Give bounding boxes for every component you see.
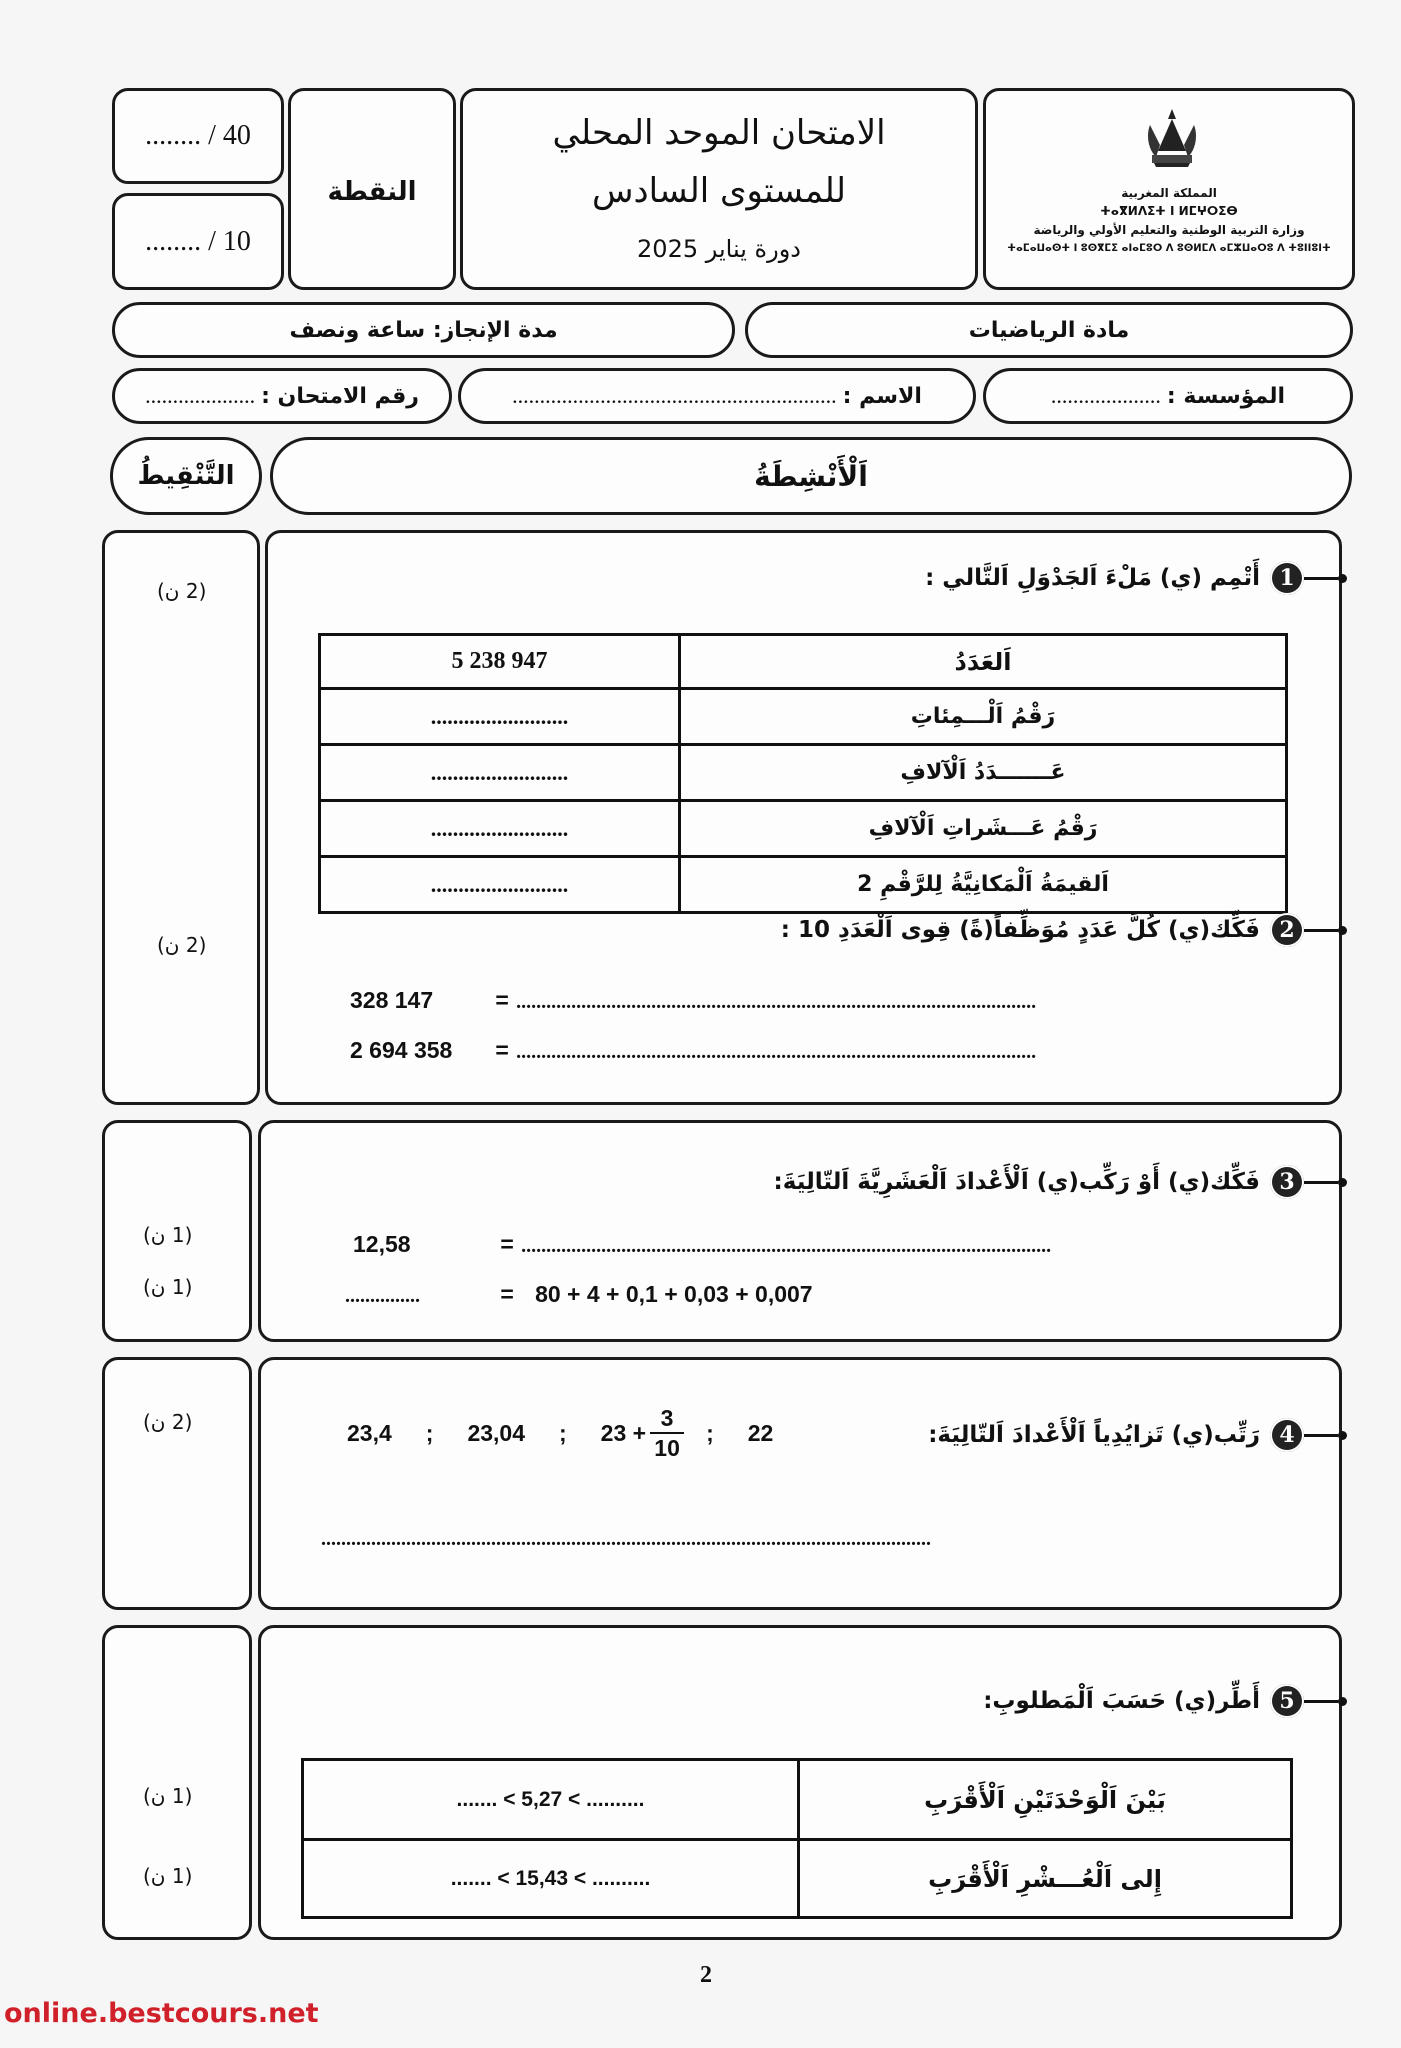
order-answer-field[interactable]: ..........................................................................................................................: [321, 1528, 931, 1550]
number-value: 23,04: [467, 1419, 525, 1446]
score-total-max: 40: [222, 120, 251, 151]
exercise-1-table: [318, 633, 1288, 914]
table-row-label: بَيْنَ اَلْوَحْدَتَيْنِ اَلْأَقْرَبِ: [799, 1760, 1292, 1840]
exercise-5-number: 5: [1270, 1684, 1304, 1718]
exercise-2-instruction: فَكِّك(ي) كُلَّ عَدَدٍ مُوَظِّفاً(ةً) قِوى اَلْعَدَدِ 10 :: [780, 917, 1260, 943]
exercise-3-heading: [774, 1165, 1347, 1199]
connector-line: [1304, 929, 1338, 932]
table-answer-field[interactable]: .........................: [320, 745, 680, 801]
table-row: [320, 801, 1287, 857]
table-row-label: اَلقيمَةُ اَلْمَكانِيَّةُ لِلرَّقْمِ 2: [680, 857, 1287, 913]
connector-line: [1304, 577, 1338, 580]
table-row-label: رَقْمُ عَـــشَراتِ اَلْآلافِ: [680, 801, 1287, 857]
grade-label: النقطة: [327, 177, 417, 207]
equals-sign: =: [500, 1281, 514, 1307]
connector-dot: [1338, 1431, 1347, 1440]
exercise-4-number: 4: [1270, 1418, 1304, 1452]
connector-line: [1304, 1181, 1338, 1184]
table-answer-field[interactable]: .........................: [320, 801, 680, 857]
exam-title-line2: للمستوى السادس: [592, 171, 846, 211]
fraction: [650, 1404, 684, 1462]
number-value: 22: [747, 1419, 774, 1446]
grading-header: [110, 437, 262, 515]
points-column-d: [102, 1625, 252, 1940]
score-separator: /: [208, 225, 216, 257]
exam-title-line1: الامتحان الموحد المحلي: [552, 113, 886, 153]
exercise-5-heading: [983, 1684, 1347, 1718]
decimal-number: 12,58: [353, 1231, 411, 1257]
exercise-1-instruction: أَتْمِم (ي) مَلْءَ اَلجَدْوَلِ اَلتَّالي :: [925, 565, 1260, 591]
equals-sign: =: [495, 1037, 509, 1063]
table-row-label: رَقْمُ اَلْـــمِئاتِ: [680, 689, 1287, 745]
table-row: [303, 1840, 1292, 1918]
school-label: المؤسسة :: [1166, 383, 1286, 409]
connector-dot: [1338, 574, 1347, 583]
exam-title-box: [460, 88, 978, 290]
decompose-answer-field[interactable]: ........................................................................................................: [516, 991, 1037, 1013]
exercise-1-points: (2 ن): [157, 579, 207, 603]
exercise-4-instruction: رَتِّب(ي) تَزايُدِياً اَلْأَعْدادَ اَلتّالِيَةَ:: [928, 1422, 1260, 1448]
equals-sign: =: [500, 1231, 514, 1257]
score-total: [145, 120, 251, 152]
exercise-3b-points: (1 ن): [143, 1275, 193, 1299]
school-pill: [983, 368, 1353, 424]
fraction-numerator: 3: [660, 1405, 674, 1431]
grade-box: [288, 88, 456, 290]
number-value: 23 +: [600, 1419, 647, 1446]
score-ten: [145, 226, 251, 258]
exercise-section-d: [258, 1625, 1342, 1940]
decompose-line: [350, 987, 1036, 1014]
name-field[interactable]: ...........................................................: [512, 383, 837, 408]
table-row-label: إِلى اَلْعُـــشْرِ اَلْأَقْرَبِ: [799, 1840, 1292, 1918]
separator: ;: [425, 1419, 434, 1446]
activities-label: اَلْأَنْشِطَةُ: [754, 459, 868, 493]
exam-session: دورة يناير 2025: [637, 235, 801, 263]
connector-line: [1304, 1434, 1338, 1437]
coat-of-arms-icon: [1142, 105, 1202, 169]
page-number: 2: [700, 1962, 712, 1988]
points-column-b: [102, 1120, 252, 1342]
connector-dot: [1338, 1697, 1347, 1706]
equals-sign: =: [495, 987, 509, 1013]
kingdom-name-ar: المملكة المغربية: [1121, 186, 1217, 200]
numbers-to-order: [347, 1404, 773, 1462]
exercise-3a-points: (1 ن): [143, 1223, 193, 1247]
connector-line: [1304, 1700, 1338, 1703]
exercise-1-heading: [925, 561, 1347, 595]
connector-dot: [1338, 926, 1347, 935]
subject-pill: [745, 302, 1353, 358]
duration: مدة الإنجاز: ساعة ونصف: [289, 317, 558, 343]
exam-number-label: رقم الامتحان :: [261, 383, 419, 409]
ministry-name-ar: وزارة التربية الوطنية والتعليم الأولي والرياضة: [1033, 223, 1305, 237]
compose-answer-field[interactable]: ...............: [345, 1285, 420, 1307]
exercise-4-points: (2 ن): [143, 1410, 193, 1434]
exercise-5a-points: (1 ن): [143, 1784, 193, 1808]
table-row: [303, 1760, 1292, 1840]
name-label: الاسم :: [842, 383, 922, 409]
kingdom-name-tifinagh: ⵜⴰⴳⵍⴷⵉⵜ ⵏ ⵍⵎⵖⵔⵉⴱ: [1100, 204, 1238, 218]
exercise-5-table: [301, 1758, 1293, 1919]
table-answer-field[interactable]: .........................: [320, 689, 680, 745]
compose-line: [345, 1281, 813, 1308]
table-row: [320, 745, 1287, 801]
exercise-3-number: 3: [1270, 1165, 1304, 1199]
decompose-answer-field[interactable]: ........................................................................................................: [516, 1041, 1037, 1063]
score-separator: /: [208, 120, 216, 151]
activities-header: [270, 437, 1352, 515]
name-pill: [458, 368, 976, 424]
separator: ;: [559, 1419, 567, 1446]
duration-pill: [112, 302, 735, 358]
bracket-answer-field[interactable]: ....... < 5,27 < ..........: [303, 1760, 799, 1840]
exercise-5-instruction: أَطِّر(ي) حَسَبَ اَلْمَطلوبِ:: [983, 1688, 1260, 1714]
score-total-box: [112, 88, 284, 184]
exercise-section-b: [258, 1120, 1342, 1342]
exercise-3-instruction: فَكِّك(ي) أَوْ رَكِّب(ي) اَلْأَعْدادَ اَلْعَشَرِيَّةَ اَلتّالِيَةَ:: [773, 1169, 1260, 1195]
exam-number-pill: [112, 368, 452, 424]
grading-label: التَّنْقِيطُ: [137, 461, 235, 491]
score-ten-max: 10: [222, 225, 251, 257]
exercise-2-points: (2 ن): [157, 933, 207, 957]
table-header-row: [320, 635, 1287, 689]
table-row: [320, 857, 1287, 913]
ministry-name-tifinagh: ⵜⴰⵎⴰⵡⴰⵙⵜ ⵏ ⵓⵙⴳⵎⵉ ⴰⵏⴰⵎⵓⵔ ⴷ ⵓⵙⵍⵎⴷ ⴰⵎⵣⵡⴰⵔⵓ ⴷ ⵜⵓⵏⵏⵓⵏⵜ: [1007, 243, 1331, 254]
exam-number-field[interactable]: ....................: [145, 383, 256, 408]
points-column-a: [102, 530, 260, 1105]
table-row-label: عَـــــــدَدُ اَلْآلافِ: [680, 745, 1287, 801]
separator: ;: [706, 1419, 714, 1446]
connector-dot: [1338, 1178, 1347, 1187]
exercise-2-heading: [781, 913, 1347, 947]
score-total-blank[interactable]: ........: [145, 120, 202, 151]
exercise-section-c: [258, 1357, 1342, 1610]
table-header-label: اَلعَدَدُ: [680, 635, 1287, 689]
exercise-2-number: 2: [1270, 913, 1304, 947]
decompose-number: 328 147: [350, 987, 434, 1013]
table-answer-field[interactable]: .........................: [320, 857, 680, 913]
fraction-denominator: 10: [654, 1435, 680, 1461]
exercise-4-heading: [928, 1418, 1347, 1452]
number-value: 23,4: [347, 1419, 392, 1446]
points-column-c: [102, 1357, 252, 1610]
subject: مادة الرياضيات: [968, 317, 1130, 343]
exercise-5b-points: (1 ن): [143, 1864, 193, 1888]
bracket-answer-field[interactable]: ....... < 15,43 < ..........: [303, 1840, 799, 1918]
exercise-1-number: 1: [1270, 561, 1304, 595]
exercise-section-a: [265, 530, 1342, 1105]
compose-line: [353, 1231, 1051, 1258]
table-header-value: 5 238 947: [320, 635, 680, 689]
watermark[interactable]: online.bestcours.net: [4, 1998, 319, 2029]
table-row: [320, 689, 1287, 745]
score-ten-box: [112, 193, 284, 290]
ministry-logo-box: [983, 88, 1355, 290]
decimal-expansion: 80 + 4 + 0,1 + 0,03 + 0,007: [535, 1281, 813, 1307]
score-ten-blank[interactable]: ........: [145, 225, 202, 257]
decompose-line: [350, 1037, 1036, 1064]
school-field[interactable]: ....................: [1050, 383, 1161, 408]
decompose-number: 2 694 358: [350, 1037, 453, 1063]
decompose-answer-field[interactable]: ..........................................................................................................: [521, 1235, 1052, 1257]
